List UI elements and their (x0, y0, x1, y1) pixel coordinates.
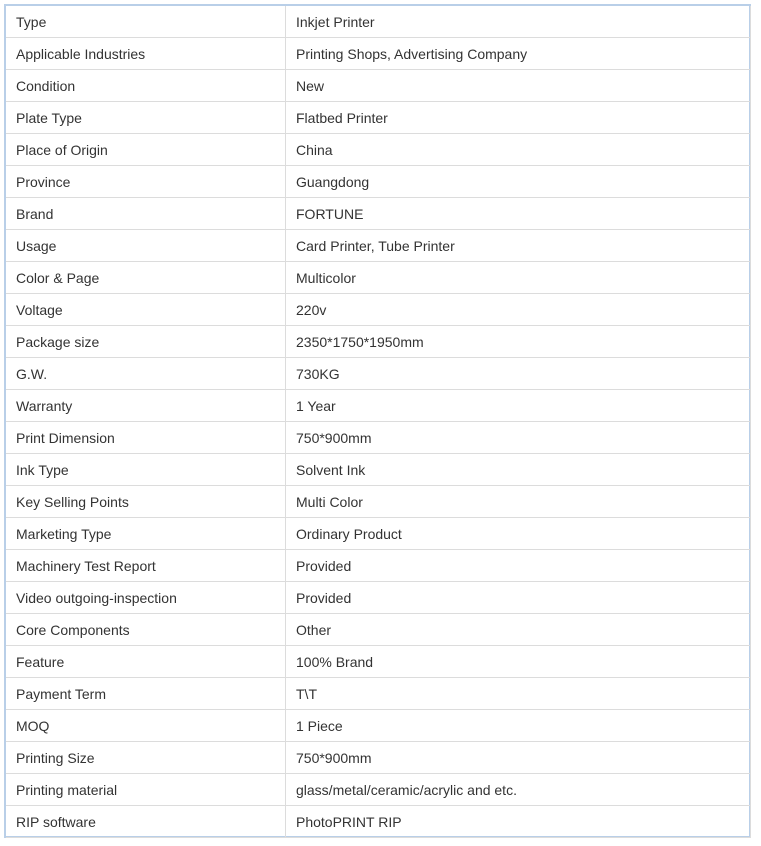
spec-value: T\T (286, 678, 751, 710)
spec-label: Key Selling Points (6, 486, 286, 518)
spec-value: 220v (286, 294, 751, 326)
spec-label: Payment Term (6, 678, 286, 710)
spec-value: Flatbed Printer (286, 102, 751, 134)
table-row (6, 422, 751, 454)
spec-value: Guangdong (286, 166, 751, 198)
table-row (6, 742, 751, 774)
spec-value: Provided (286, 550, 751, 582)
table-row (6, 6, 751, 38)
spec-label: Place of Origin (6, 134, 286, 166)
table-row (6, 486, 751, 518)
spec-label: Brand (6, 198, 286, 230)
spec-label: Marketing Type (6, 518, 286, 550)
spec-value: 730KG (286, 358, 751, 390)
spec-label: Warranty (6, 390, 286, 422)
table-row (6, 806, 751, 838)
table-row (6, 774, 751, 806)
spec-label: Video outgoing-inspection (6, 582, 286, 614)
table-row (6, 102, 751, 134)
spec-label: RIP software (6, 806, 286, 838)
table-row (6, 134, 751, 166)
spec-label: Color & Page (6, 262, 286, 294)
table-row (6, 454, 751, 486)
spec-value: New (286, 70, 751, 102)
spec-value: Multi Color (286, 486, 751, 518)
spec-value: Card Printer, Tube Printer (286, 230, 751, 262)
spec-label: Usage (6, 230, 286, 262)
spec-value: glass/metal/ceramic/acrylic and etc. (286, 774, 751, 806)
spec-label: Feature (6, 646, 286, 678)
spec-value: Printing Shops, Advertising Company (286, 38, 751, 70)
spec-label: Condition (6, 70, 286, 102)
table-row (6, 518, 751, 550)
spec-label: Voltage (6, 294, 286, 326)
spec-value: Inkjet Printer (286, 6, 751, 38)
spec-label: Province (6, 166, 286, 198)
spec-label: Machinery Test Report (6, 550, 286, 582)
spec-value: Provided (286, 582, 751, 614)
spec-value: China (286, 134, 751, 166)
spec-label: Applicable Industries (6, 38, 286, 70)
table-row (6, 390, 751, 422)
spec-value: PhotoPRINT RIP (286, 806, 751, 838)
table-row (6, 230, 751, 262)
spec-label: Plate Type (6, 102, 286, 134)
table-row (6, 710, 751, 742)
table-row (6, 198, 751, 230)
spec-label: Printing Size (6, 742, 286, 774)
table-row (6, 70, 751, 102)
spec-label: MOQ (6, 710, 286, 742)
spec-value: 100% Brand (286, 646, 751, 678)
table-row (6, 358, 751, 390)
table-row (6, 678, 751, 710)
spec-value: 2350*1750*1950mm (286, 326, 751, 358)
spec-value: Ordinary Product (286, 518, 751, 550)
spec-label: G.W. (6, 358, 286, 390)
specifications-table (6, 6, 751, 838)
spec-label: Printing material (6, 774, 286, 806)
table-row (6, 326, 751, 358)
specifications-panel (4, 4, 751, 838)
spec-value: 1 Year (286, 390, 751, 422)
table-row (6, 38, 751, 70)
table-row (6, 582, 751, 614)
table-row (6, 262, 751, 294)
spec-label: Ink Type (6, 454, 286, 486)
spec-value: 750*900mm (286, 742, 751, 774)
spec-label: Core Components (6, 614, 286, 646)
spec-value: 1 Piece (286, 710, 751, 742)
spec-value: 750*900mm (286, 422, 751, 454)
table-row (6, 614, 751, 646)
table-row (6, 550, 751, 582)
spec-value: Solvent Ink (286, 454, 751, 486)
table-row (6, 646, 751, 678)
spec-value: Other (286, 614, 751, 646)
specifications-table-body (6, 6, 751, 838)
table-row (6, 166, 751, 198)
table-row (6, 294, 751, 326)
spec-label: Package size (6, 326, 286, 358)
spec-value: FORTUNE (286, 198, 751, 230)
spec-label: Type (6, 6, 286, 38)
spec-value: Multicolor (286, 262, 751, 294)
spec-label: Print Dimension (6, 422, 286, 454)
